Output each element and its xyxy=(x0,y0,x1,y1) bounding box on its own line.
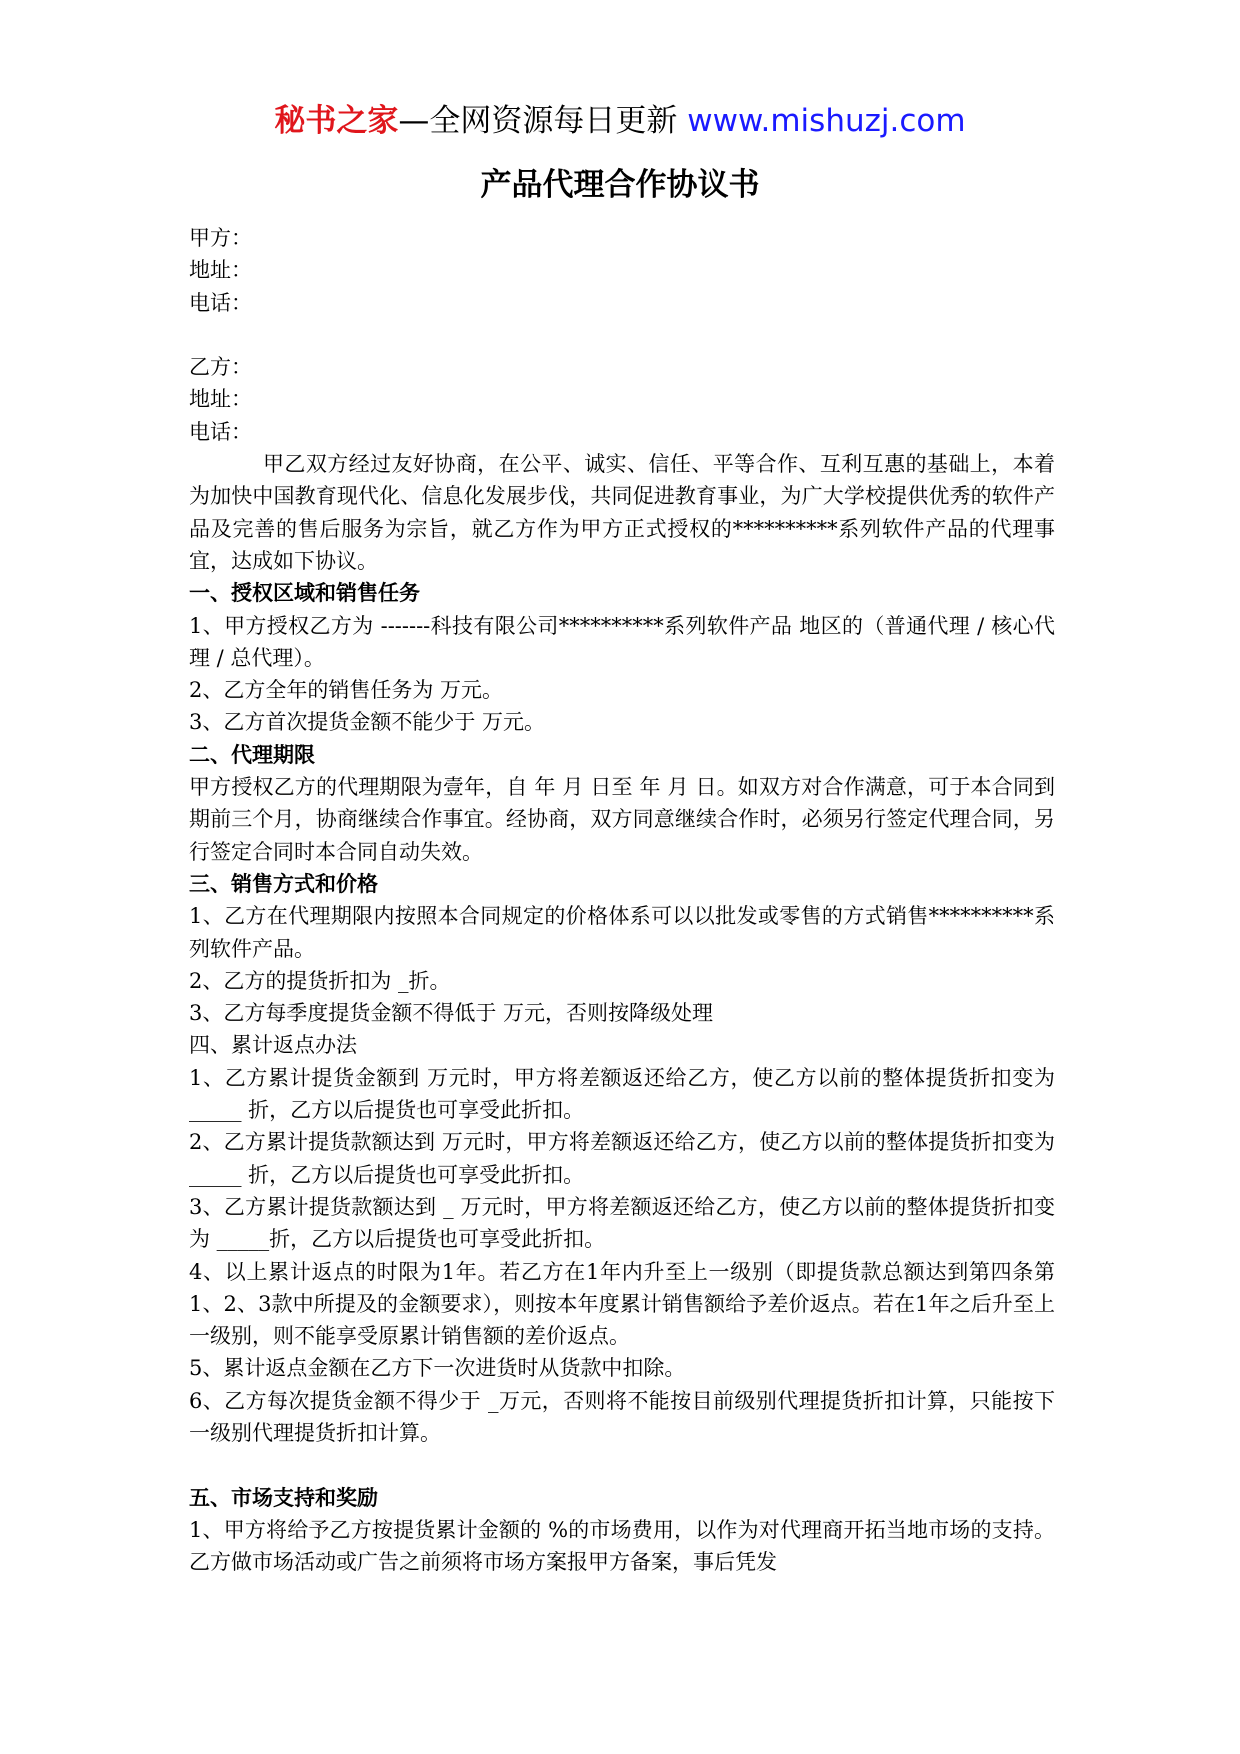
spacer xyxy=(189,319,1055,351)
party-a-phone-label: 电话： xyxy=(189,290,252,315)
spacer xyxy=(189,1449,1055,1481)
section2-text: 甲方授权乙方的代理期限为壹年，自 年 月 日至 年 月 日。如双方对合作满意，可于本合同到期前三个月，协商继续合作事宜。经协商，双方同意继续合作时，必须另行签定代理合同，另行签定合同时本合同自动失效。 xyxy=(189,775,1055,864)
brand-name: 秘书之家 xyxy=(274,103,399,139)
section3-item: 3、乙方每季度提货金额不得低于 万元，否则按降级处理 xyxy=(189,1001,714,1026)
document-title: 产品代理合作协议书 xyxy=(480,167,760,203)
section4-item: 2、乙方累计提货款额达到 万元时，甲方将差额返还给乙方，使乙方以前的整体提货折扣变为 _____ 折，乙方以后提货也可享受此折扣。 xyxy=(189,1130,1055,1187)
section1-item: 3、乙方首次提货金额不能少于 万元。 xyxy=(189,710,546,735)
party-b-address-label: 地址： xyxy=(189,387,252,412)
intro-paragraph: 甲乙双方经过友好协商，在公平、诚实、信任、平等合作、互利互惠的基础上，本着为加快中国教育现代化、信息化发展步伐，共同促进教育事业，为广大学校提供优秀的软件产品及完善的售后服务为宗旨，就乙方作为甲方正式授权的**********系列软件产品的代理事宜，达成如下协议。 xyxy=(189,452,1055,573)
section2-heading: 二、代理期限 xyxy=(189,742,315,767)
party-b-phone-label: 电话： xyxy=(189,419,252,444)
party-a-name-label: 甲方： xyxy=(189,226,252,250)
section4-item: 3、乙方累计提货款额达到 _ 万元时，甲方将差额返还给乙方，使乙方以前的整体提货折扣变为 _____折，乙方以后提货也可享受此折扣。 xyxy=(189,1194,1055,1252)
banner-tagline: —全网资源每日更新 xyxy=(398,103,688,139)
section4-heading: 四、累计返点办法 xyxy=(189,1033,357,1058)
section4-item: 6、乙方每次提货金额不得少于 _万元，否则将不能按目前级别代理提货折扣计算，只能按下一级别代理提货折扣计算。 xyxy=(189,1388,1055,1445)
section4-item: 5、累计返点金额在乙方下一次进货时从货款中扣除。 xyxy=(189,1356,686,1381)
section5-item: 1、甲方将给予乙方按提货累计金额的 %的市场费用，以作为对代理商开拓当地市场的支持。乙方做市场活动或广告之前须将市场方案报甲方备案，事后凭发 xyxy=(189,1517,1055,1575)
section3-heading: 三、销售方式和价格 xyxy=(189,871,378,896)
banner-url-link[interactable]: www.mishuzj.com xyxy=(687,103,966,139)
site-banner xyxy=(0,98,1240,144)
party-a-address-label: 地址： xyxy=(189,258,252,283)
section1-item: 2、乙方全年的销售任务为 万元。 xyxy=(189,678,504,703)
section3-item: 2、乙方的提货折扣为 _折。 xyxy=(189,968,451,993)
section4-item: 4、以上累计返点的时限为1年。若乙方在1年内升至上一级别（即提货款总额达到第四条第1、2、3款中所提及的金额要求），则按本年度累计销售额给予差价返点。若在1年之后升至上一级别，则不能享受原累计销售额的差价返点。 xyxy=(189,1259,1055,1349)
section3-item: 1、乙方在代理期限内按照本合同规定的价格体系可以以批发或零售的方式销售**********系列软件产品。 xyxy=(189,904,1055,961)
party-b-name-label: 乙方： xyxy=(189,355,252,380)
section4-item: 1、乙方累计提货金额到 万元时，甲方将差额返还给乙方，使乙方以前的整体提货折扣变为 _____ 折，乙方以后提货也可享受此折扣。 xyxy=(189,1065,1055,1123)
section1-heading: 一、授权区域和销售任务 xyxy=(189,581,420,606)
section5-heading: 五、市场支持和奖励 xyxy=(189,1485,378,1510)
document-body xyxy=(189,222,1055,1578)
section1-item: 1、甲方授权乙方为 -------科技有限公司**********系列软件产品 地区的（普通代理 / 核心代理 / 总代理）。 xyxy=(189,613,1055,670)
